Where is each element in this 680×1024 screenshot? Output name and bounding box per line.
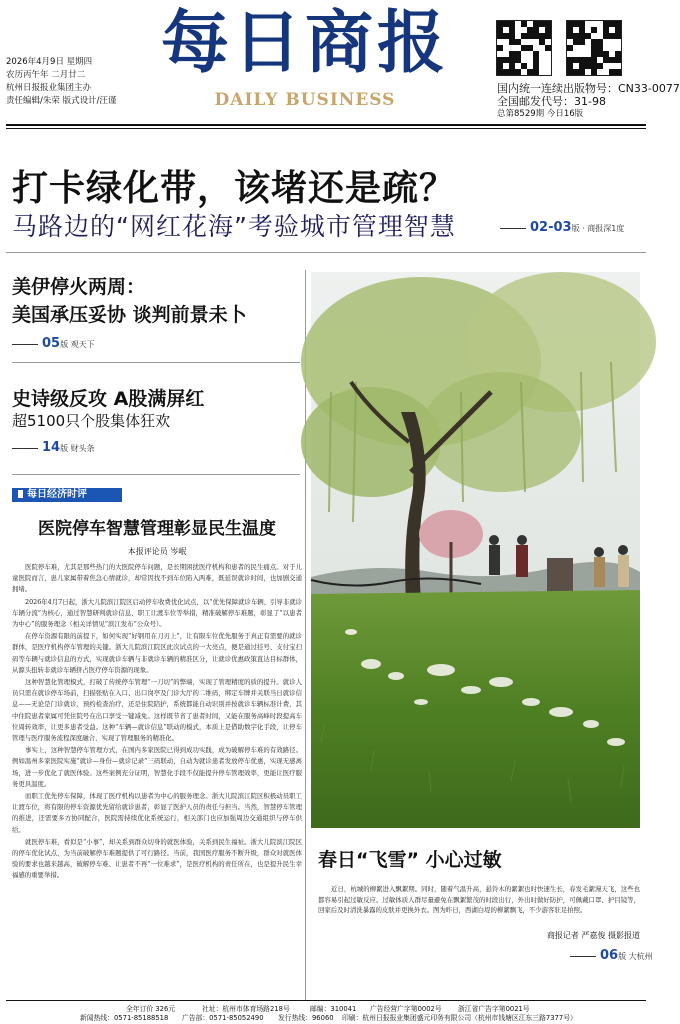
teaser-1-title-line2[interactable]: 美国承压妥协 谈判前景未卜: [12, 304, 247, 326]
footer-ad-license: 广告经营广字第0002号: [370, 1005, 442, 1013]
editorial-paragraph: 事实上，这种智慧停车管理方式，在国内多家医院已得到成功实践，成为破解停车难的有效路径。例如温州多家医院实施“就诊—身份—就诊记录”三码联动，自动为就诊患者发放停车优惠，实现无感离场，进一步优化了就医体验。这些案例充分证明，智慧化手段不仅能提升停车管理效率，更能让医疗服务更具温度。: [12, 746, 302, 788]
footer-zhejiang-ad: 浙江省广告字第0021号: [458, 1005, 530, 1013]
issue-number: 总第8529期 今日16版: [497, 109, 584, 119]
dash-icon: [12, 344, 38, 345]
logo-chinese: 每日商报: [160, 3, 449, 83]
footer-zip: 邮编：310041: [310, 1005, 357, 1013]
page-section: 版 观天下: [60, 340, 95, 349]
footer-distribution: 发行热线：96060: [278, 1014, 334, 1022]
editorial-byline: 本报评论员 岑岷: [127, 547, 187, 556]
teaser-2-page-ref[interactable]: [12, 440, 95, 455]
footer-printer: 印刷：杭州日报报业集团盛元印务有限公司（杭州市钱塘区江东三路7377号）: [342, 1014, 577, 1022]
editorial-paragraph: 就医停车难，看似是“小事”，却关系到群众切身的就医体验，关系到民生福祉。浙大儿院滨江院区的停车优化试点，为当前破解停车难题提供了可行路径。当前，我国医疗服务不断升级，群众对就医体验的要求也越来越高，破解停车难、让患者不再“一位难求”，是医疗机构的责任所在，也是提升民生幸福感的重要举措。: [12, 837, 302, 880]
lunar-date: 农历丙午年 二月廿二: [6, 70, 86, 80]
page-section: 版 财头条: [60, 444, 95, 453]
editorial-title[interactable]: 医院停车智慧管理彰显民生温度: [38, 519, 276, 539]
dash-icon: [570, 956, 596, 957]
page-section: 版 大杭州: [618, 952, 653, 961]
teaser-2-subtitle: 超5100只个股集体狂欢: [12, 412, 171, 430]
lead-page-ref[interactable]: [500, 220, 624, 235]
editors: 责任编辑/朱荣 版式设计/汪谨: [6, 96, 117, 106]
editorial-paragraph: 2026年4月7日起，浙大儿院滨江院区启动停车收费优化试点，以“优先保障就诊车辆、引导非就诊车辆分流”为核心，通过智慧研判就诊信息、职工让渡车位等举措，精准破解停车难题，彰显了“以患者为中心”的服务理念（相关详情见“滨江发布”公众号）。: [12, 597, 302, 629]
masthead: [0, 0, 680, 126]
page-number: 06: [600, 948, 619, 963]
page-section: 版 · 商报深1度: [571, 224, 625, 233]
footer: [6, 1000, 646, 1020]
postal-code: 全国邮发代号：31-98: [497, 95, 606, 108]
footer-news-hotline: 新闻热线：0571-85188518: [80, 1014, 169, 1022]
lead-photo[interactable]: [311, 272, 640, 828]
teaser-1-page-ref[interactable]: [12, 336, 95, 351]
teaser-2-title[interactable]: 史诗级反攻 A股满屏红: [12, 388, 205, 410]
editorial-paragraph: 在停车资源有限的前提下，如何实现“好钢用在刀刃上”，让有限车位优先服务于真正有需要的就诊群体，是医疗机构停车管理的关键。浙大儿院滨江院区此次试点的一大亮点，便是通过挂号、支付宝扫码等车辆与就诊信息的方式，实现就诊车辆与非就诊车辆的精准区分，让就诊优惠政策直达目标群体，从源头扭转非就诊车辆挤占医疗停车资源的现象。: [12, 632, 302, 674]
footer-address: 社址：杭州市体育场路218号: [202, 1005, 290, 1013]
page-number: 05: [42, 336, 61, 351]
qr-code-icon: [566, 20, 622, 76]
section-divider: [6, 252, 646, 253]
newspaper-logo: [160, 0, 450, 120]
footer-price: 全年订价 326元: [126, 1005, 176, 1013]
teaser-divider: [12, 362, 300, 363]
footer-ad-hotline: 广告部：0571-85052490: [182, 1014, 264, 1022]
editorial-paragraph: 而职工优先停车保障，体现了医疗机构以患者为中心的服务理念。浙大儿院滨江院区积极动员职工让渡车位，将有限的停车资源优先留给就诊患者，彰显了医护人员的责任与担当。当然，智慧停车管理的推进，还需要多方协同配合，医院需持续优化系统运行，相关部门也应加强周边交通组织与停车供给。: [12, 792, 302, 834]
publisher: 杭州日报报业集团主办: [6, 83, 92, 93]
lead-subheadline: 马路边的“网红花海”考验城市管理智慧: [12, 212, 456, 241]
editorial-paragraph: 这种智慧化管理模式，打破了传统停车管理“一刀切”的弊端，实现了管理精度的质的提升。就诊人员只需在就诊停车场前，扫描张贴在入口、出口岗亭及门诊大厅的二维码，绑定车牌并关联当日就诊信息——无论是门诊就诊、预约检查治疗，还是住院陪护，系统都能自动识别并按就诊车辆标准计费，其中住院患者家属可凭住院号在出口享受一键减免。这样既节省了患者时间，又能在服务高峰时段提高车位周转效率，让更多患者受益。这种“车辆—就诊信息”联动的模式，本质上是借助数字化手段，让停车管理与医疗服务流程深度融合，实现了管理服务的精准化。: [12, 678, 302, 743]
cn-serial-number: 国内统一连续出版物号：CN33-0077: [497, 82, 680, 95]
issue-date: 2026年4月9日 星期四: [6, 57, 93, 67]
lead-headline[interactable]: 打卡绿化带，该堵还是疏？: [12, 168, 457, 209]
logo-english: DAILY BUSINESS: [214, 90, 396, 110]
editorial-paragraph: 医院停车难，尤其是那些热门的大医院停车问题，是长期困扰医疗机构和患者的民生痛点。对于儿童医院而言，患儿家属带着焦急心情就诊，却常因找不到车位陷入两难，既延误就诊时间，也加剧交通拥堵。: [12, 563, 302, 594]
photo-page-ref[interactable]: [570, 948, 653, 963]
masthead-rule-thin: [6, 128, 646, 129]
teaser-divider: [12, 474, 300, 475]
photo-credit: 商报记者 严嘉俊 摄影报道: [546, 931, 640, 940]
column-label: 每日经济时评: [12, 488, 122, 502]
photo-caption-title[interactable]: 春日“飞雪” 小心过敏: [318, 849, 502, 871]
masthead-info-left: [6, 56, 116, 108]
dash-icon: [500, 228, 526, 229]
photo-caption-body: 近日，杭城的柳絮进入飘絮期。同时，随着气温升高，悬铃木的絮絮也时快速生长，春发毛絮漫天飞，这些也都容易引起过敏反应。过敏体质人群尽量避免在飘絮繁茂的时段出行，外出时做好防护，可佩戴口罩、护目镜等，回家后及时清洗暴露的皮肤并更换外衣。图为昨日，西湖白堤的柳絮飘飞，不少游客驻足拍照。: [318, 885, 640, 915]
page-number: 02-03: [530, 220, 572, 235]
willow-lawn-photo: [311, 272, 640, 828]
masthead-rule: [6, 124, 646, 126]
page-number: 14: [42, 440, 61, 455]
qr-code-icon: [496, 20, 552, 76]
editorial-body: [12, 562, 302, 883]
masthead-info-right: [497, 82, 680, 121]
dash-icon: [12, 448, 38, 449]
teaser-1-title-line1[interactable]: 美伊停火两周：: [12, 276, 146, 298]
